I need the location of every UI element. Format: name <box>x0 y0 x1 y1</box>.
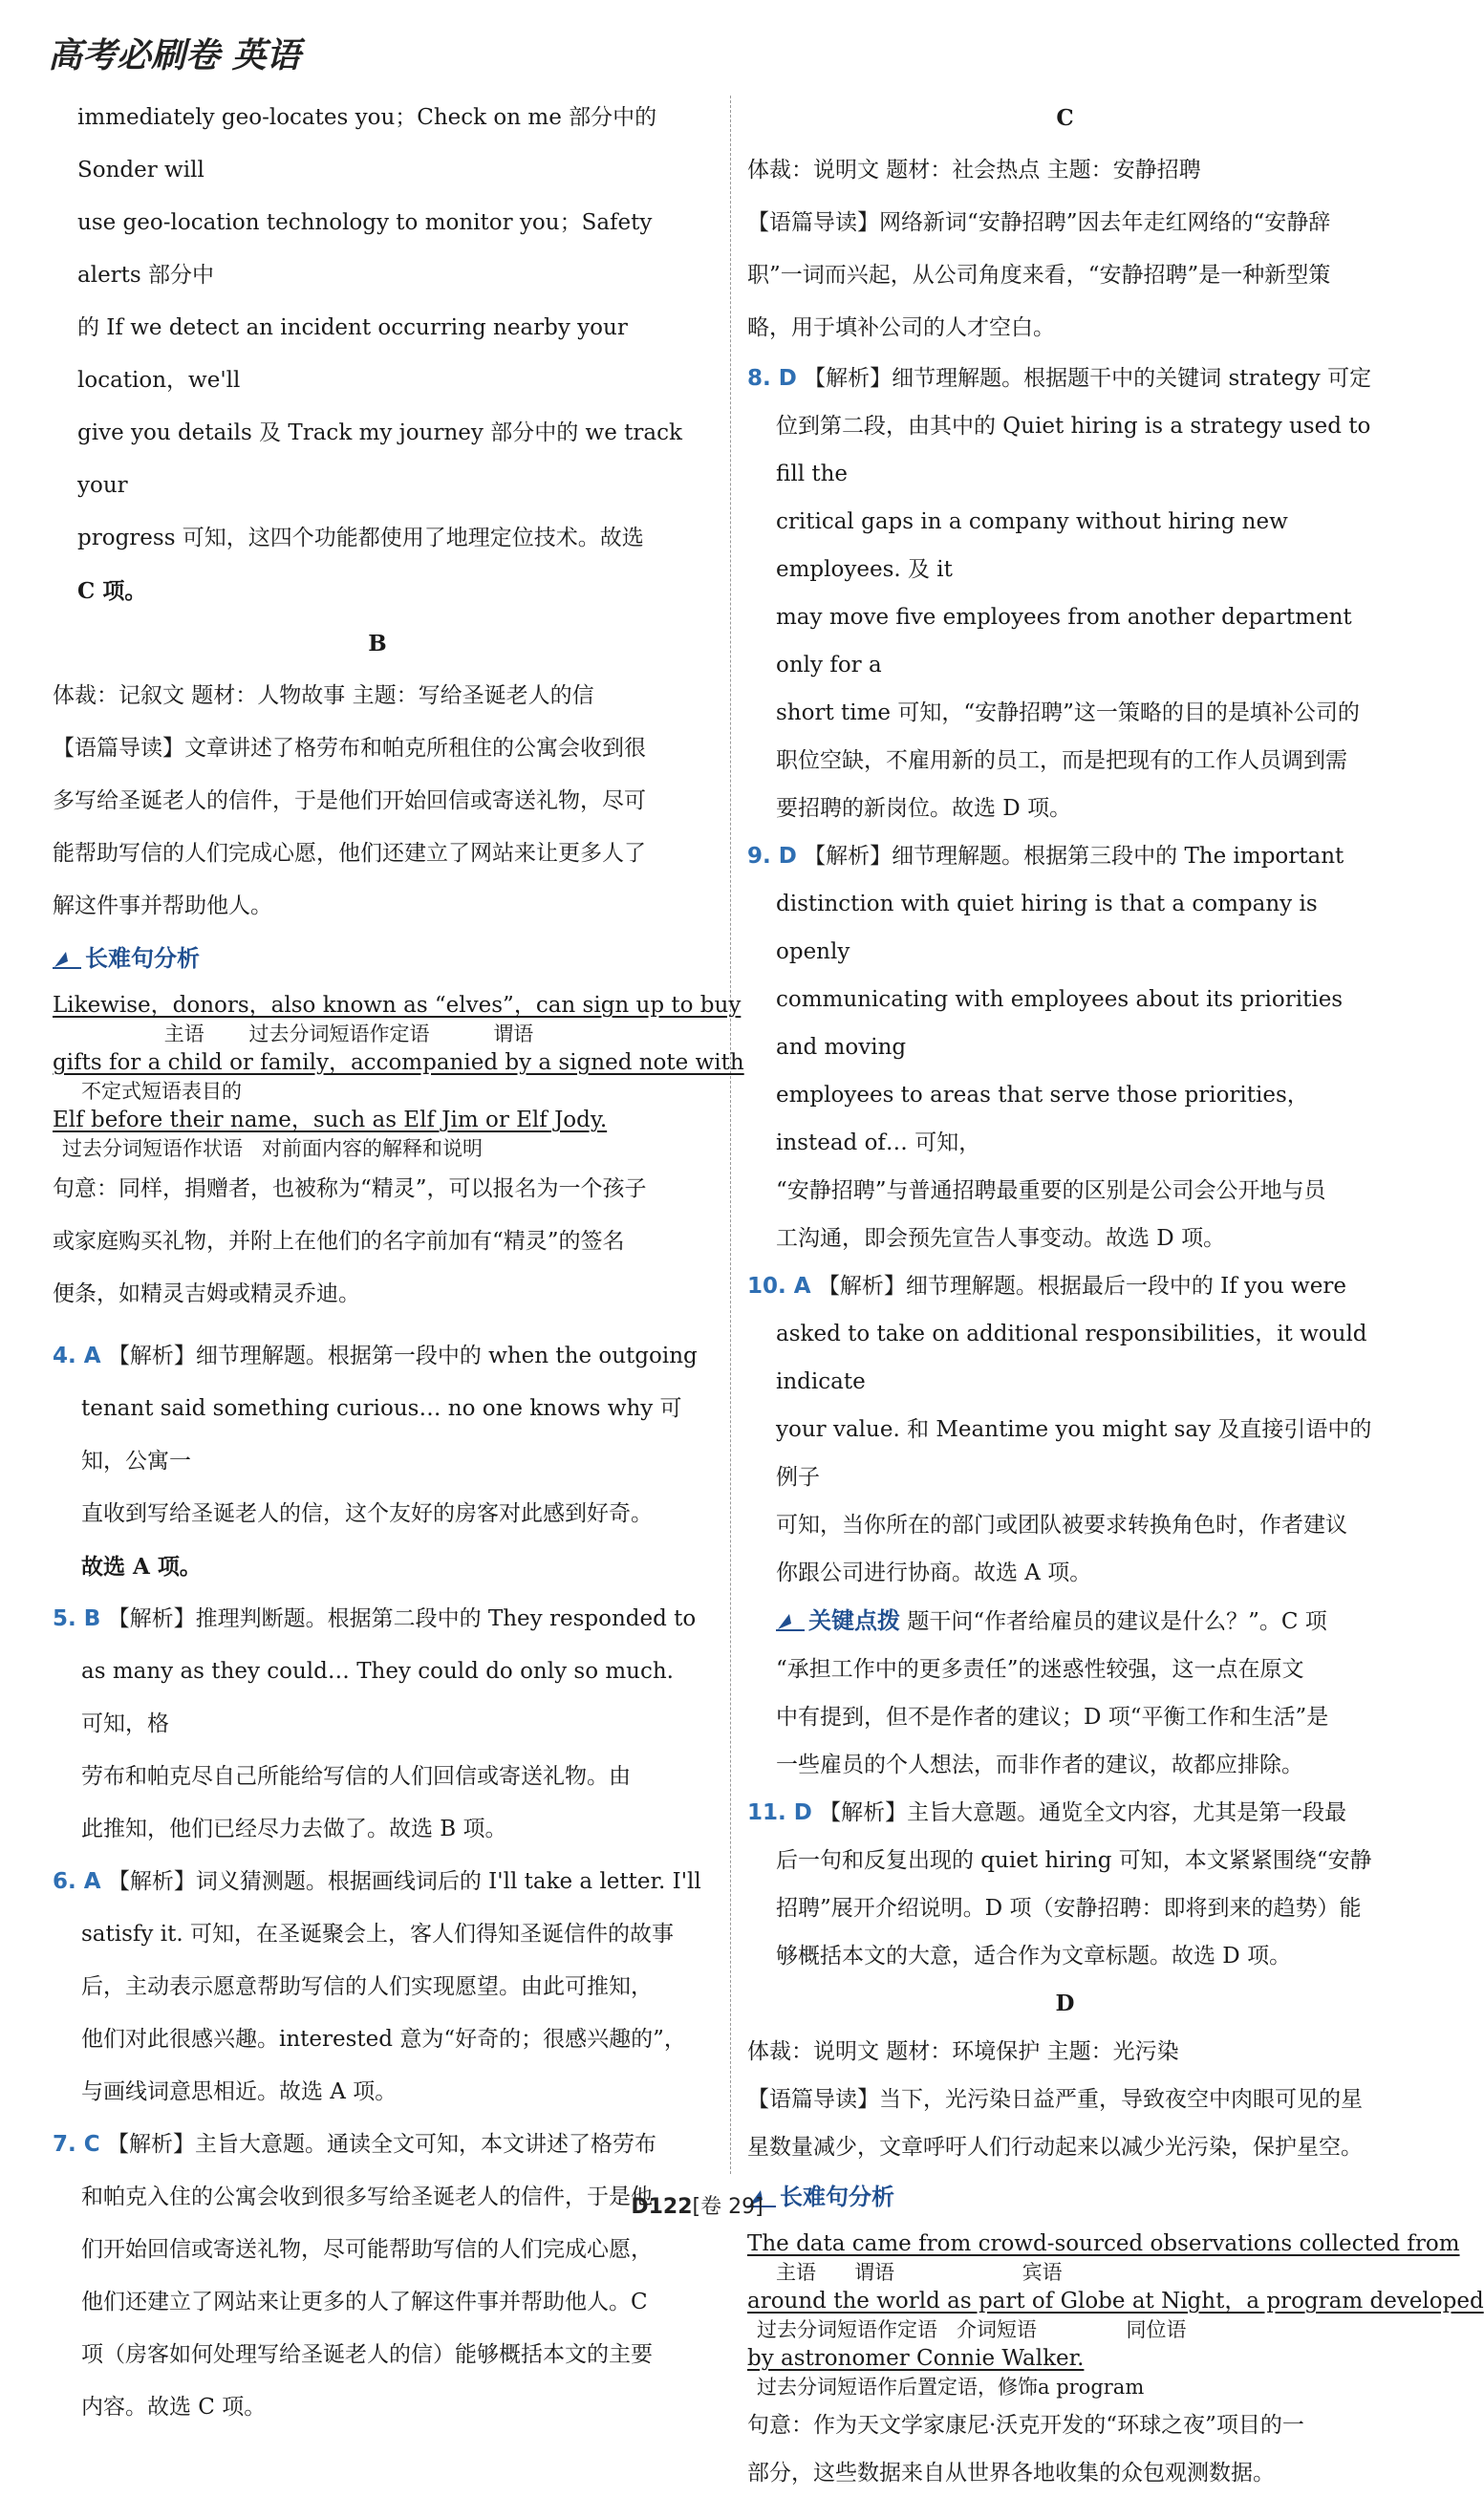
intro-line: 【语篇导读】当下，光污染日益严重，导致夜空中肉眼可见的星 <box>747 2087 1363 2112</box>
text-line: 们开始回信或寄送礼物，尽可能帮助写信的人们完成心愿， <box>81 2237 653 2262</box>
text-line: 工沟通，即会预先宣告人事变动。故选 D 项。 <box>776 1226 1226 1251</box>
text-line: your value. 和 Meantime you might say 及直接引语中的例子 <box>776 1417 1372 1490</box>
key-point-line: “承担工作中的更多责任”的迷惑性较强，这一点在原文 <box>776 1657 1304 1682</box>
intro-line: 星数量减少，文章呼吁人们行动起来以减少光污染，保护星空。 <box>747 2135 1363 2160</box>
text-line: as many as they could… They could do only so much. 可知，格 <box>81 1659 674 1736</box>
analysis-heading: 长难句分析 <box>747 2171 1383 2224</box>
answer-8: 8. D 【解析】细节理解题。根据题干中的关键词 strategy 可定 <box>747 366 1372 391</box>
grammar-annotation: 过去分词短语作定语 介词短语 同位语 <box>757 2318 1187 2341</box>
text-line: 和帕克入住的公寓会收到很多写给圣诞老人的信件，于是他 <box>81 2185 653 2209</box>
intro-line: 【语篇导读】网络新词“安静招聘”因去年走红网络的“安静辞 <box>747 210 1331 235</box>
pen-icon <box>53 950 81 969</box>
answer-11: 11. D 【解析】主旨大意题。通览全文内容，尤其是第一段最 <box>747 1800 1347 1825</box>
section-meta: 体裁：说明文 题材：环境保护 主题：光污染 <box>747 2039 1179 2064</box>
grammar-annotation: 主语 谓语 宾语 <box>757 2261 1063 2284</box>
analysis-sentence: Likewise，donors，also known as “elves”，can sign up to buy <box>53 993 742 1018</box>
text-line: 你跟公司进行协商。故选 A 项。 <box>776 1561 1092 1585</box>
text-line: 此推知，他们已经尽力去做了。故选 B 项。 <box>81 1817 507 1841</box>
text-line: distinction with quiet hiring is that a company is openly <box>776 892 1318 964</box>
column-divider <box>730 96 731 2174</box>
text-line: C 项。 <box>77 578 147 604</box>
translation-line: 句意：作为天文学家康尼·沃克开发的“环球之夜”项目的一 <box>747 2413 1304 2438</box>
intro-line: 职”一词而兴起，从公司角度来看，“安静招聘”是一种新型策 <box>747 263 1331 288</box>
grammar-annotation: 过去分词短语作后置定语，修饰a program <box>757 2376 1145 2399</box>
intro-line: 能帮助写信的人们完成心愿，他们还建立了网站来让更多人了 <box>53 841 646 866</box>
text-line: may move five employees from another department only for a <box>776 605 1352 678</box>
text-line: 可知，当你所在的部门或团队被要求转换角色时，作者建议 <box>776 1513 1347 1538</box>
grammar-annotation: 不定式短语表目的 <box>62 1080 243 1103</box>
analysis-sentence: The data came from crowd-sourced observations collected from <box>747 2231 1460 2256</box>
translation-line: 部分，这些数据来自从世界各地收集的众包观测数据。 <box>747 2461 1275 2486</box>
text-line: progress 可知，这四个功能都使用了地理定位技术。故选 <box>77 526 644 550</box>
answer-5: 5. B 【解析】推理判断题。根据第二段中的 They responded to <box>53 1606 697 1631</box>
text-line: 后，主动表示愿意帮助写信的人们实现愿望。由此可推知， <box>81 1974 653 1999</box>
text-line: 直收到写给圣诞老人的信，这个友好的房客对此感到好奇。 <box>81 1501 653 1526</box>
text-line: “安静招聘”与普通招聘最重要的区别是公司会公开地与员 <box>776 1178 1326 1203</box>
answer-4: 4. A 【解析】细节理解题。根据第一段中的 when the outgoing <box>53 1344 698 1368</box>
analysis-heading: 长难句分析 <box>53 933 702 985</box>
text-line: 后一句和反复出现的 quiet hiring 可知，本文紧紧围绕“安静 <box>776 1848 1372 1873</box>
translation-line: 句意：同样，捐赠者，也被称为“精灵”，可以报名为一个孩子 <box>53 1176 647 1201</box>
text-line: 故选 A 项。 <box>81 1554 202 1580</box>
answer-10: 10. A 【解析】细节理解题。根据最后一段中的 If you were <box>747 1274 1346 1299</box>
section-letter-d: D <box>1055 1991 1075 2016</box>
analysis-sentence: around the world as part of Globe at Night，a program developed <box>747 2289 1484 2314</box>
section-meta: 体裁：说明文 题材：社会热点 主题：安静招聘 <box>747 158 1201 183</box>
answer-9: 9. D 【解析】细节理解题。根据第三段中的 The important <box>747 844 1344 869</box>
analysis-sentence: Elf before their name，such as Elf Jim or Elf Jody. <box>53 1108 608 1132</box>
text-line: communicating with employees about its priorities and moving <box>776 987 1344 1060</box>
text-line: 他们对此很感兴趣。interested 意为“好奇的；很感兴趣的”， <box>81 2027 686 2052</box>
answer-6: 6. A 【解析】词义猜测题。根据画线词后的 I'll take a letter. I'll <box>53 1869 701 1894</box>
text-line: use geo-location technology to monitor you；Safety alerts 部分中 <box>77 210 653 288</box>
grammar-annotation: 主语 过去分词短语作定语 谓语 <box>62 1022 534 1045</box>
text-line: 招聘”展开介绍说明。D 项（安静招聘：即将到来的趋势）能 <box>776 1896 1362 1921</box>
translation-line: 或家庭购买礼物，并附上在他们的名字前加有“精灵”的签名 <box>53 1229 625 1254</box>
translation-line: 便条，如精灵吉姆或精灵乔迪。 <box>53 1281 360 1306</box>
text-line: tenant said something curious… no one knows why 可知，公寓一 <box>81 1396 682 1474</box>
text-line: 职位空缺，不雇用新的员工，而是把现有的工作人员调到需 <box>776 748 1347 773</box>
section-meta: 体裁：记叙文 题材：人物故事 主题：写给圣诞老人的信 <box>53 683 594 708</box>
section-letter-b: B <box>368 631 387 657</box>
text-line: 够概括本文的大意，适合作为文章标题。故选 D 项。 <box>776 1944 1292 1969</box>
key-point-heading: 关键点拨 <box>808 1607 900 1634</box>
text-line: satisfy it. 可知，在圣诞聚会上，客人们得知圣诞信件的故事 <box>81 1922 674 1947</box>
text-line: employees to areas that serve those priorities，instead of… 可知， <box>776 1083 1309 1155</box>
intro-line: 【语篇导读】文章讲述了格劳布和帕克所租住的公寓会收到很 <box>53 736 646 761</box>
text-line: 内容。故选 C 项。 <box>81 2395 267 2420</box>
analysis-sentence: by astronomer Connie Walker. <box>747 2346 1085 2371</box>
text-line: 要招聘的新岗位。故选 D 项。 <box>776 796 1072 821</box>
pen-icon <box>776 1612 805 1631</box>
key-point-line: 一些雇员的个人想法，而非作者的建议，故都应排除。 <box>776 1753 1303 1777</box>
text-line: 项（房客如何处理写给圣诞老人的信）能够概括本文的主要 <box>81 2342 653 2367</box>
grammar-annotation: 过去分词短语作状语 对前面内容的解释和说明 <box>62 1137 484 1160</box>
book-title: 高考必刷卷 英语 <box>48 35 301 75</box>
intro-line: 多写给圣诞老人的信件，于是他们开始回信或寄送礼物，尽可 <box>53 788 646 813</box>
key-point-line: 中有提到，但不是作者的建议；D 项“平衡工作和生活”是 <box>776 1705 1329 1730</box>
page-footer <box>0 2190 1394 2220</box>
intro-line: 略，用于填补公司的人才空白。 <box>747 315 1055 340</box>
analysis-sentence: gifts for a child or family，accompanied by a signed note with <box>53 1050 744 1075</box>
intro-line: 解这件事并帮助他人。 <box>53 893 272 918</box>
section-letter-c: C <box>1056 105 1074 131</box>
text-line: short time 可知，“安静招聘”这一策略的目的是填补公司的 <box>776 700 1360 725</box>
text-line: immediately geo-locates you；Check on me 部分中的 Sonder will <box>77 105 657 183</box>
text-line: 位到第二段，由其中的 Quiet hiring is a strategy used to fill the <box>776 414 1371 486</box>
right-column <box>747 92 1484 2497</box>
text-line: give you details 及 Track my journey 部分中的 we track your <box>77 420 682 498</box>
answer-7: 7. C 【解析】主旨大意题。通读全文可知，本文讲述了格劳布 <box>53 2132 656 2157</box>
text-line: critical gaps in a company without hiring new employees. 及 it <box>776 509 1288 582</box>
volume-label: [卷 29] <box>692 2195 764 2219</box>
text-line: asked to take on additional responsibilities，it would indicate <box>776 1322 1367 1394</box>
key-point-first: 关键点拨 题干问“作者给雇员的建议是什么？”。C 项 <box>747 1597 1383 1646</box>
text-line: 他们还建立了网站来让更多的人了解这件事并帮助他人。C <box>81 2290 648 2314</box>
text-line: 的 If we detect an incident occurring nearby your location，we'll <box>77 315 628 393</box>
page-number: D122 <box>631 2195 693 2219</box>
text-line: 与画线词意思相近。故选 A 项。 <box>81 2079 398 2104</box>
text-line: 劳布和帕克尽自己所能给写信的人们回信或寄送礼物。由 <box>81 1764 631 1789</box>
